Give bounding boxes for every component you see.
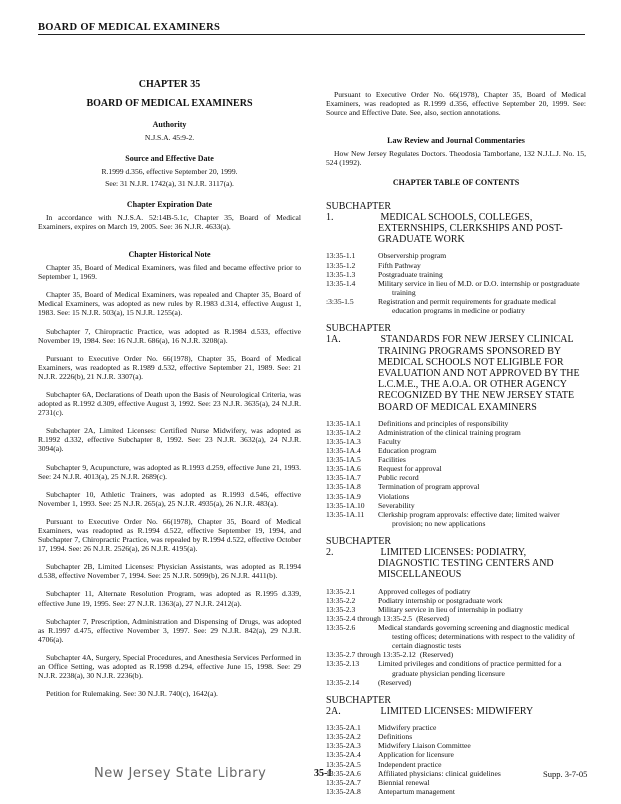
history-paragraph: Chapter 35, Board of Medical Examiners, was filed and became effective prior to September 1, 1969. bbox=[38, 263, 301, 282]
toc-entry bbox=[326, 623, 586, 650]
history-paragraph: Subchapter 10, Athletic Trainers, was adopted as R.1993 d.546, effective November 1, 1993. See: 25 N.J.R. 265(a), 25 N.J.R. 4935(a), 26 N.J.R. 483(a). bbox=[38, 489, 301, 508]
source-line: See: 31 N.J.R. 1742(a), 31 N.J.R. 3117(a). bbox=[105, 178, 234, 188]
law-review-heading: Law Review and Journal Commentaries bbox=[387, 136, 525, 146]
authority-text: N.J.S.A. 45:9-2. bbox=[144, 133, 195, 143]
section-title: Clerkship program approvals: effective date; limited waiver provision; no new applications bbox=[378, 509, 560, 528]
section-title: Fifth Pathway bbox=[378, 260, 421, 270]
toc-entry bbox=[326, 732, 586, 741]
history-list bbox=[38, 263, 301, 698]
section-number: 13:35-2A.8 bbox=[326, 786, 361, 796]
toc-entry bbox=[326, 492, 586, 501]
section-title: Severability bbox=[378, 500, 415, 510]
section-number: 13:35-2.4 through 13:35-2.5 bbox=[326, 613, 413, 623]
toc-entry bbox=[326, 778, 586, 787]
section-number: 13:35-2A.3 bbox=[326, 741, 361, 751]
section-number: 13:35-2A.2 bbox=[326, 732, 361, 742]
section-number: 13:35-2A.7 bbox=[326, 777, 361, 787]
toc-entry bbox=[326, 455, 586, 464]
section-title: Podiatry internship or postgraduate work bbox=[378, 595, 503, 605]
section-title: (Reserved) bbox=[378, 677, 412, 687]
section-title: Midwifery practice bbox=[378, 723, 437, 733]
chapter-title: BOARD OF MEDICAL EXAMINERS bbox=[86, 98, 253, 110]
section-title: Postgraduate training bbox=[378, 269, 443, 279]
section-title: Facilities bbox=[378, 455, 406, 465]
toc-entry bbox=[326, 650, 586, 659]
source-heading: Source and Effective Date bbox=[125, 154, 214, 164]
toc-entry bbox=[326, 419, 586, 428]
section-number: 13:35-1A.4 bbox=[326, 446, 361, 456]
section-number: 13:35-2A.1 bbox=[326, 723, 361, 733]
history-paragraph: Subchapter 4A, Surgery, Special Procedures, and Anesthesia Services Performed in an Office Setting, was adopted as R.1998 d.294, effective June 15, 1998. See: 29 N.J.R. 2238(a), 30 N.J.R. 2236(b). bbox=[38, 652, 301, 681]
section-title: Medical standards governing screening and diagnostic medical testing offices; determinations with respect to the validity of certain diagnostic tests bbox=[378, 623, 575, 651]
section-title: Definitions bbox=[378, 732, 413, 742]
toc-entry bbox=[326, 482, 586, 491]
subchapter-number: SUBCHAPTER 1. bbox=[326, 200, 392, 223]
expiration-heading: Chapter Expiration Date bbox=[126, 199, 213, 209]
section-number: 13:35-1.4 bbox=[326, 278, 356, 288]
subchapter-heading bbox=[326, 323, 586, 413]
toc-entry bbox=[326, 760, 586, 769]
table-of-contents bbox=[326, 201, 586, 804]
toc-entry bbox=[326, 251, 586, 260]
toc-entry bbox=[326, 750, 586, 759]
library-watermark: New Jersey State Library bbox=[94, 766, 267, 781]
history-paragraph: Petition for Rulemaking. See: 30 N.J.R. 740(c), 1642(a). bbox=[46, 689, 218, 699]
subchapter-heading bbox=[326, 536, 586, 581]
subchapter-number: SUBCHAPTER 2. bbox=[326, 535, 392, 559]
section-title: Approved colleges of podiatry bbox=[378, 586, 471, 596]
section-title: Administration of the clinical training program bbox=[378, 427, 521, 437]
section-number: 13:35-1A.3 bbox=[326, 436, 361, 446]
toc-entry bbox=[326, 723, 586, 732]
section-title: Education program bbox=[378, 446, 437, 456]
page-number: 35-1 bbox=[314, 768, 333, 779]
toc-entry bbox=[326, 279, 586, 297]
toc-entry bbox=[326, 510, 586, 528]
subchapter-number: SUBCHAPTER 1A. bbox=[326, 323, 392, 346]
toc-entry bbox=[326, 659, 586, 677]
history-paragraph: Subchapter 7, Chiropractic Practice, was adopted as R.1984 d.533, effective November 19, 1984. See: 16 N.J.R. 686(a), 16 N.J.R. 3208(a). bbox=[38, 326, 301, 345]
subchapter-title: LIMITED LICENSES: PODIATRY, DIAGNOSTIC TESTING CENTERS AND MISCELLANEOUS bbox=[378, 547, 554, 581]
toc-entry bbox=[326, 437, 586, 446]
section-number: 13:35-2.6 bbox=[326, 623, 356, 633]
readoption-text: Pursuant to Executive Order No. 66(1978), Chapter 35, Board of Medical Examiners, was readopted as R.1999 d.356, effective September 20, 1999. See: Source and Effective Date. See, also, section annotations. bbox=[326, 90, 586, 118]
section-title: Definitions and principles of responsibility bbox=[378, 418, 509, 428]
toc-entry bbox=[326, 297, 586, 315]
section-number: 13:35-2.3 bbox=[326, 604, 356, 614]
toc-entry bbox=[326, 270, 586, 279]
subchapter-title: MEDICAL SCHOOLS, COLLEGES, EXTERNSHIPS, CLERKSHIPS AND POST-GRADUATE WORK bbox=[378, 211, 563, 246]
section-title: (Reserved) bbox=[419, 650, 454, 660]
section-title: Request for approval bbox=[378, 464, 442, 474]
section-number: 13:35-1.1 bbox=[326, 251, 356, 261]
history-paragraph: Chapter 35, Board of Medical Examiners, was repealed and Chapter 35, Board of Medical Examiners, was adopted as new rules by R.1983 d.314, effective August 1, 1983. See: 15 N.J.R. 503(a), 15 N.J.R. 1255(a). bbox=[38, 290, 301, 318]
section-number: 13:35-2A.6 bbox=[326, 768, 361, 778]
section-number: 13:35-2.14 bbox=[326, 677, 360, 687]
section-number: 13:35-1A.10 bbox=[326, 500, 365, 510]
expiration-text: In accordance with N.J.S.A. 52:14B-5.1c, Chapter 35, Board of Medical Examiners, expires on March 19, 2005. See: 36 N.J.R. 4633(a). bbox=[38, 212, 301, 231]
toc-heading: CHAPTER TABLE OF CONTENTS bbox=[392, 177, 520, 187]
toc-entry bbox=[326, 428, 586, 437]
toc-entry bbox=[326, 261, 586, 270]
section-title: Military service in lieu of internship in podiatry bbox=[378, 604, 523, 614]
section-number: 13:35-1A.11 bbox=[326, 509, 365, 519]
section-title: Affiliated physicians: clinical guidelines bbox=[378, 768, 501, 778]
history-paragraph: Subchapter 2A, Limited Licenses: Certified Nurse Midwifery, was adopted as R.1992 d.332, effective Subchapter 8, 1992. See: 23 N.J.R. 3632(a), 24 N.J.R. 3094(a). bbox=[38, 426, 301, 454]
history-paragraph: Pursuant to Executive Order No. 66(1978), Chapter 35, Board of Medical Examiners, was readopted as R.1989 d.532, effective September 21, 1989. See: 21 N.J.R. 2226(b), 21 N.J.R. 3307(a). bbox=[38, 353, 301, 381]
section-number: 13:35-1.2 bbox=[326, 260, 356, 270]
section-number: 13:35-1A.5 bbox=[326, 455, 361, 465]
subchapter-title: STANDARDS FOR NEW JERSEY CLINICAL TRAINING PROGRAMS SPONSORED BY MEDICAL SCHOOLS NOT ELIGIBLE FOR EVALUATION AND NOT APPROVED BY THE L.C.M.E., THE A.O.A. OR OTHER AGENCY RECOGNIZED BY THE NEW JERSEY STATE BOARD OF MEDICAL EXAMINERS bbox=[378, 334, 580, 413]
toc-entry bbox=[326, 605, 586, 614]
section-title: Observership program bbox=[378, 251, 447, 261]
subchapter-heading bbox=[326, 201, 586, 246]
section-number: 13:35-2A.4 bbox=[326, 750, 361, 760]
section-title: Violations bbox=[378, 491, 410, 501]
toc-entry bbox=[326, 787, 586, 796]
section-title: Military service in lieu of M.D. or D.O. internship or postgraduate training bbox=[378, 278, 580, 297]
section-number: 13:35-1A.6 bbox=[326, 464, 361, 474]
section-title: Faculty bbox=[378, 436, 401, 446]
section-number: 13:35-2.13 bbox=[326, 659, 360, 669]
source-line: R.1999 d.356, effective September 20, 1999. bbox=[101, 167, 238, 177]
toc-entry bbox=[326, 596, 586, 605]
section-title: Termination of program approval bbox=[378, 482, 480, 492]
section-number: 13:35-1A.8 bbox=[326, 482, 361, 492]
supplement-date: Supp. 3-7-05 bbox=[543, 769, 588, 779]
section-number: 13:35-2.7 through 13:35-2.12 bbox=[326, 650, 416, 660]
authority-heading: Authority bbox=[152, 120, 187, 130]
section-number: 13:35-1A.2 bbox=[326, 427, 361, 437]
subchapter-heading bbox=[326, 695, 586, 717]
section-title: Independent practice bbox=[378, 759, 442, 769]
history-paragraph: Subchapter 9, Acupuncture, was adopted as R.1993 d.259, effective June 21, 1993. See: 24 N.J.R. 4013(a), 25 N.J.R. 2689(c). bbox=[38, 462, 301, 481]
section-title: Antepartum management bbox=[378, 786, 455, 796]
section-title: Application for licensure bbox=[378, 750, 454, 760]
section-number: 13:35-1A.9 bbox=[326, 491, 361, 501]
section-title: Midwifery Liaison Committee bbox=[378, 741, 471, 751]
toc-entry bbox=[326, 501, 586, 510]
chapter-number: CHAPTER 35 bbox=[138, 79, 201, 90]
section-number: :3:35-1.5 bbox=[326, 296, 354, 306]
subchapter-number: SUBCHAPTER 2A. bbox=[326, 694, 392, 717]
section-number: 13:35-2A.5 bbox=[326, 759, 361, 769]
toc-entry bbox=[326, 741, 586, 750]
toc-entry bbox=[326, 614, 586, 623]
section-title: Registration and permit requirements for graduate medical education programs in medicine or podiatry bbox=[378, 296, 556, 316]
subchapter-title: LIMITED LICENSES: MIDWIFERY bbox=[380, 705, 534, 717]
section-title: Limited privileges and conditions of practice permitted for a graduate physician pending licensure bbox=[378, 659, 562, 678]
section-number: 13:35-1A.7 bbox=[326, 473, 361, 483]
history-paragraph: Pursuant to Executive Order No. 66(1978), Chapter 35, Board of Medical Examiners, was readopted as R.1994 d.522, effective September 19, 1994, and Subchapter 7, Chiropractic Practice, was repealed by R.1994 d.522, effective October 17, 1994. See: 26 N.J.R. 2526(a), 26 N.J.R. 4195(a). bbox=[38, 516, 301, 554]
section-title: (Reserved) bbox=[416, 613, 450, 623]
toc-entry bbox=[326, 446, 586, 455]
toc-entry bbox=[326, 678, 586, 687]
history-paragraph: Subchapter 2B, Limited Licenses: Physician Assistants, was adopted as R.1994 d.538, effective November 7, 1994. See: 25 N.J.R. 5099(b), 26 N.J.R. 4411(b). bbox=[38, 562, 301, 581]
toc-entry bbox=[326, 464, 586, 473]
section-title: Biennial renewal bbox=[378, 777, 430, 787]
section-title: Public record bbox=[378, 473, 419, 483]
law-review-text: How New Jersey Regulates Doctors. Theodosia Tamborlane, 132 N.J.L.J. No. 15, 524 (1992). bbox=[326, 149, 586, 168]
history-paragraph: Subchapter 11, Alternate Resolution Program, was adopted as R.1995 d.339, effective June 19, 1995. See: 27 N.J.R. 1363(a), 27 N.J.R. 2412(a). bbox=[38, 589, 301, 608]
section-number: 13:35-2.2 bbox=[326, 595, 356, 605]
section-number: 13:35-1A.1 bbox=[326, 418, 361, 428]
running-header: BOARD OF MEDICAL EXAMINERS bbox=[38, 22, 585, 35]
toc-entry bbox=[326, 587, 586, 596]
left-column bbox=[38, 80, 301, 707]
history-heading: Chapter Historical Note bbox=[128, 249, 211, 259]
section-number: 13:35-1.3 bbox=[326, 269, 356, 279]
history-paragraph: Subchapter 7, Prescription, Administration and Dispensing of Drugs, was adopted as R.1997 d.475, effective November 3, 1997. See: 29 N.J.R. 842(a), 29 N.J.R. 4706(a). bbox=[38, 616, 301, 644]
history-paragraph: Subchapter 6A, Declarations of Death upon the Basis of Neurological Criteria, was adopted as R.1992 d.309, effective August 3, 1992. See: 23 N.J.R. 3635(a), 24 N.J.R. 2731(c). bbox=[38, 389, 301, 418]
section-number: 13:35-2.1 bbox=[326, 586, 356, 596]
toc-entry bbox=[326, 473, 586, 482]
right-column bbox=[326, 90, 586, 804]
